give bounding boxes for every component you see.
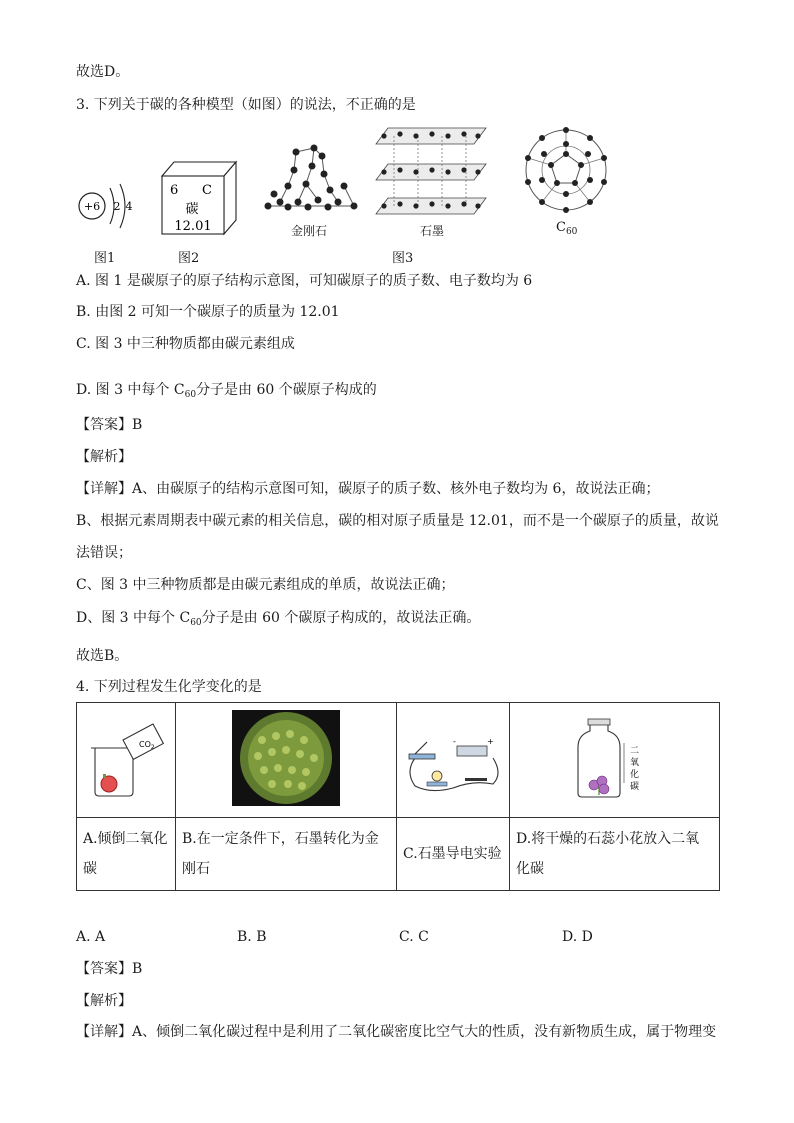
analysis-4-heading: 【解析】 [76,993,132,1009]
c60-caption: $C_{60}$ [556,220,578,237]
diamond-structure-figure [258,140,364,220]
question-3-option-a: A. 图 1 是碳原子的原子结构示意图，可知碳原子的质子数、电子数均为 6 [76,273,533,289]
detail-3-c: C、图 3 中三种物质都是由碳元素组成的单质，故说法正确； [76,577,455,593]
svg-text:-: - [453,737,456,746]
fig3-caption: 图3 [392,251,414,266]
detail-3-b-line1: B、根据元素周期表中碳元素的相关信息，碳的相对原子质量是 12.01，而不是一个碳原子的质量，故说 [76,513,719,529]
graphite-conduction-circuit [401,718,505,798]
detail-3-a: 【详解】A、由碳原子的结构示意图可知，碳原子的质子数、核外电子数均为 6，故说法正确； [76,481,660,497]
analysis-3-heading: 【解析】 [76,449,132,465]
cell-text-a: A.倾倒二氧化碳 [77,818,176,891]
atom-nucleus-label: +6 [83,200,101,213]
detail-3-b-line2: 法错误； [76,545,132,561]
atom-shell2-count: 4 [125,200,133,213]
question-3-option-c: C. 图 3 中三种物质都由碳元素组成 [76,336,295,352]
previous-conclusion: 故选D。 [76,64,130,80]
c60-structure-figure [520,124,612,216]
detail-4-a: 【详解】A、倾倒二氧化碳过程中是利用了二氧化碳密度比空气大的性质，没有新物质生成，属于物理变 [76,1024,717,1040]
atom-shell1-count: 2 [113,200,121,213]
atom-structure-figure [76,176,146,236]
tile-element-name: 碳 [185,202,199,217]
question-3-stem: 3. 下列关于碳的各种模型（如图）的说法，不正确的是 [76,97,416,113]
graphite-caption: 石墨 [420,224,445,238]
cell-image-d [510,703,720,818]
cell-text-d: D.将干燥的石蕊小花放入二氧化碳 [510,818,720,891]
answer-4: 【答案】B [76,961,143,977]
graphite-structure-figure [372,124,490,220]
litmus-flower-jar [570,713,660,803]
jar-label-line3: 化 [629,770,639,780]
periodic-tile-figure [158,158,240,236]
cell-text-c: C.石墨导电实验 [397,818,510,891]
question-4-choice-a: A. A [76,929,106,945]
svg-text:+: + [487,737,494,746]
cell-image-a [77,703,176,818]
detail-3-d: D、图 3 中每个 $C_{60}$分子是由 60 个碳原子构成的，故说法正确。 [76,610,481,628]
question-3-option-d: D. 图 3 中每个 $C_{60}$分子是由 60 个碳原子构成的 [76,382,377,400]
co2-label: $CO_2$ [139,740,155,751]
answer-3: 【答案】B [76,417,143,433]
question-3-option-b: B. 由图 2 可知一个碳原子的质量为 12.01 [76,304,340,320]
question-4-choice-b: B. B [237,929,267,945]
tile-atomic-number: 6 [170,183,179,198]
cell-image-c [397,703,510,818]
question-4-choice-c: C. C [399,929,429,945]
question-4-table [76,702,720,891]
cell-image-b [176,703,397,818]
question-4-choice-d: D. D [562,929,593,945]
tile-symbol: C [202,183,212,198]
question-4-stem: 4. 下列过程发生化学变化的是 [76,679,262,695]
fig1-caption: 图1 [94,251,116,266]
cell-text-b: B.在一定条件下，石墨转化为金刚石 [176,818,397,891]
pour-co2-illustration [81,718,171,798]
jar-label-line2: 氧 [629,758,639,768]
conclusion-3: 故选B。 [76,648,129,664]
jar-label-line1: 二 [629,746,639,756]
tile-atomic-mass: 12.01 [174,219,212,234]
graphite-to-diamond-photo [232,710,340,806]
fig2-caption: 图2 [178,251,200,266]
diamond-caption: 金刚石 [291,224,328,238]
jar-label-line4: 碳 [629,782,639,792]
